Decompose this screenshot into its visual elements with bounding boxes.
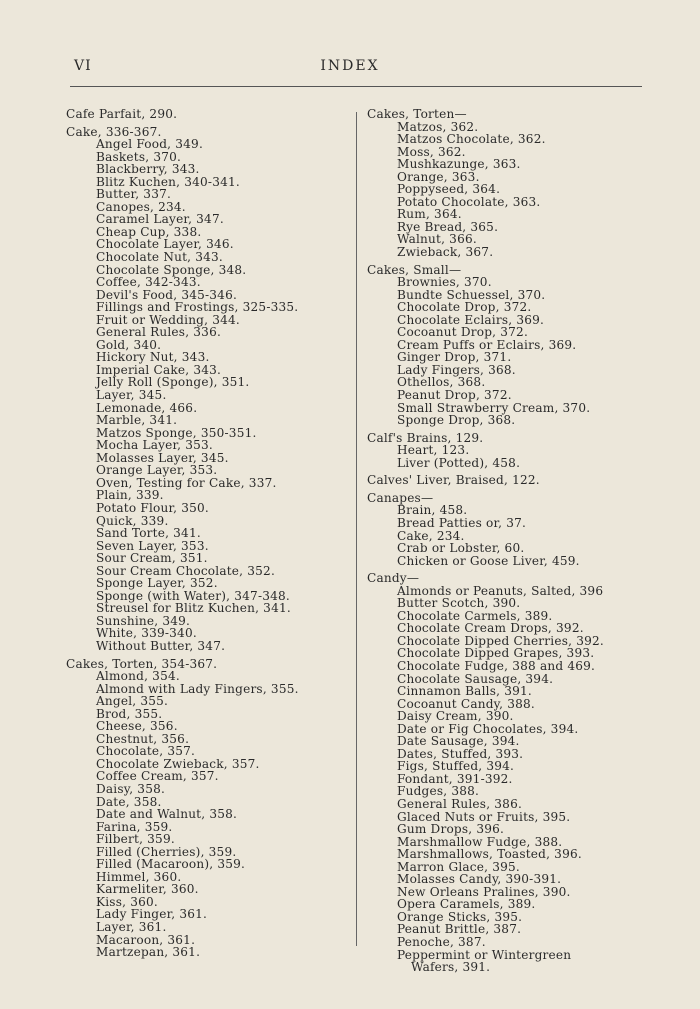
index-subentry: Orange Layer, 353. bbox=[96, 463, 218, 478]
index-heading: Cakes, Torten— bbox=[367, 107, 467, 121]
index-subentry: Walnut, 366. bbox=[397, 232, 477, 247]
index-subentry: Sunshine, 349. bbox=[96, 613, 191, 628]
index-subentry: Mushkazunge, 363. bbox=[397, 157, 521, 172]
index-subentry: Chocolate Eclairs, 369. bbox=[397, 312, 545, 327]
index-subentry: Fillings and Frostings, 325-335. bbox=[96, 300, 299, 315]
index-subentry: Cream Puffs or Eclairs, 369. bbox=[397, 337, 577, 352]
index-subentry: Filled (Macaroon), 359. bbox=[96, 857, 246, 872]
column-divider bbox=[356, 112, 357, 946]
index-subentry: Oven, Testing for Cake, 337. bbox=[96, 475, 277, 490]
index-subentry: Chocolate, 357. bbox=[96, 744, 196, 759]
index-subentry: Molasses Candy, 390-391. bbox=[397, 872, 562, 887]
index-subentry: Quick, 339. bbox=[96, 513, 169, 528]
index-column-right bbox=[367, 108, 650, 974]
index-subentry: Chocolate Zwieback, 357. bbox=[96, 756, 260, 771]
index-subentry: Brod, 355. bbox=[96, 706, 163, 721]
index-subentry: Without Butter, 347. bbox=[96, 638, 226, 653]
index-subentry: Chicken or Goose Liver, 459. bbox=[397, 553, 580, 568]
index-subentry: Molasses Layer, 345. bbox=[96, 450, 229, 465]
index-subentry: Seven Layer, 353. bbox=[96, 538, 209, 553]
index-subentry: Hickory Nut, 343. bbox=[96, 350, 210, 365]
index-subentry: Figs, Stuffed, 394. bbox=[397, 759, 515, 774]
index-subentry: Poppyseed, 364. bbox=[397, 182, 501, 197]
index-subentry: Penoche, 387. bbox=[397, 935, 486, 949]
index-subentry: Lady Fingers, 368. bbox=[397, 362, 516, 377]
index-subentry: Butter, 337. bbox=[96, 187, 172, 202]
index-heading: Cakes, Torten, 354-367. bbox=[66, 656, 218, 671]
index-subentry: Ginger Drop, 371. bbox=[397, 350, 512, 365]
index-subentry: Sour Cream, 351. bbox=[96, 551, 208, 566]
index-subentry: Cake, 234. bbox=[397, 528, 465, 543]
index-subentry: Chocolate Dipped Grapes, 393. bbox=[397, 646, 595, 661]
index-subentry: Blitz Kuchen, 340-341. bbox=[96, 174, 240, 189]
index-subentry: Streusel for Blitz Kuchen, 341. bbox=[96, 601, 291, 616]
index-subentry: Liver (Potted), 458. bbox=[397, 455, 521, 470]
index-heading: Calves' Liver, Braised, 122. bbox=[367, 473, 540, 488]
index-subentry: Marble, 341. bbox=[96, 413, 178, 428]
index-subentry: Chocolate Nut, 343. bbox=[96, 250, 223, 265]
index-subentry: Kiss, 360. bbox=[96, 894, 158, 909]
index-subentry: Wafers, 391. bbox=[411, 960, 491, 975]
index-subentry: Daisy, 358. bbox=[96, 781, 166, 796]
index-subentry: Crab or Lobster, 60. bbox=[397, 541, 525, 556]
index-subentry: Chocolate Cream Drops, 392. bbox=[397, 621, 584, 636]
index-subentry: Orange Sticks, 395. bbox=[397, 909, 523, 924]
index-heading: Cake, 336-367. bbox=[66, 124, 162, 139]
index-subentry: Zwieback, 367. bbox=[397, 245, 494, 260]
index-subentry: Peanut Drop, 372. bbox=[397, 388, 512, 403]
index-subentry: Chocolate Layer, 346. bbox=[96, 237, 234, 252]
index-subentry: Butter Scotch, 390. bbox=[397, 596, 521, 611]
header-rule bbox=[70, 86, 642, 87]
index-subentry: Layer, 345. bbox=[96, 388, 167, 403]
index-heading: Cakes, Small— bbox=[367, 262, 462, 277]
index-subentry: Potato Flour, 350. bbox=[96, 500, 209, 515]
index-subentry: Almonds or Peanuts, Salted, 396 bbox=[397, 583, 604, 598]
index-subentry: Lemonade, 466. bbox=[96, 400, 198, 415]
index-subentry: Othellos, 368. bbox=[397, 375, 486, 390]
index-subentry: Sour Cream Chocolate, 352. bbox=[96, 563, 275, 578]
index-subentry: Brain, 458. bbox=[397, 503, 468, 518]
index-subentry: Chestnut, 356. bbox=[96, 731, 190, 746]
index-subentry: Sponge Layer, 352. bbox=[96, 576, 218, 591]
page-title: INDEX bbox=[320, 58, 380, 74]
index-subentry: Lady Finger, 361. bbox=[96, 907, 208, 922]
index-subentry: White, 339-340. bbox=[96, 626, 197, 641]
index-subentry: Chocolate Sponge, 348. bbox=[96, 262, 247, 277]
index-subentry: Rum, 364. bbox=[397, 207, 462, 222]
index-subentry: Small Strawberry Cream, 370. bbox=[397, 400, 591, 415]
index-subentry: Jelly Roll (Sponge), 351. bbox=[96, 375, 250, 390]
index-subentry: Almond, 354. bbox=[96, 669, 180, 684]
index-heading: Cafe Parfait, 290. bbox=[66, 107, 178, 121]
index-subentry: Marshmallow Fudge, 388. bbox=[397, 834, 563, 849]
index-subentry: Mocha Layer, 353. bbox=[96, 438, 213, 453]
index-subentry: Cinnamon Balls, 391. bbox=[397, 684, 532, 699]
index-subentry: Baskets, 370. bbox=[96, 149, 182, 164]
index-subentry: Heart, 123. bbox=[397, 443, 470, 458]
index-column-left bbox=[66, 108, 351, 959]
index-subentry: Date and Walnut, 358. bbox=[96, 807, 238, 822]
index-subentry: Fondant, 391-392. bbox=[397, 771, 513, 786]
index-subentry: Filled (Cherries), 359. bbox=[96, 844, 237, 859]
index-subentry: Cheap Cup, 338. bbox=[96, 224, 202, 239]
index-subentry: Orange, 363. bbox=[397, 169, 480, 184]
index-subentry: Matzos, 362. bbox=[397, 119, 479, 134]
index-subentry: Chocolate Dipped Cherries, 392. bbox=[397, 633, 604, 648]
index-subentry: Gum Drops, 396. bbox=[397, 822, 505, 837]
index-heading: Calf's Brains, 129. bbox=[367, 430, 484, 445]
index-subentry: Imperial Cake, 343. bbox=[96, 362, 222, 377]
index-subentry: General Rules, 336. bbox=[96, 325, 222, 340]
index-subentry: Date, 358. bbox=[96, 794, 162, 809]
index-heading: Canapes— bbox=[367, 490, 434, 505]
index-subentry: Glaced Nuts or Fruits, 395. bbox=[397, 809, 571, 824]
index-subentry: New Orleans Pralines, 390. bbox=[397, 884, 571, 899]
index-subentry: Devil's Food, 345-346. bbox=[96, 287, 238, 302]
index-subentry: Almond with Lady Fingers, 355. bbox=[96, 681, 299, 696]
index-subentry: Marron Glace, 395. bbox=[397, 859, 520, 874]
index-subentry: Marshmallows, Toasted, 396. bbox=[397, 847, 582, 862]
index-subentry: Bundte Schuessel, 370. bbox=[397, 287, 546, 302]
index-subentry: Sponge (with Water), 347-348. bbox=[96, 588, 290, 603]
index-subentry: Brownies, 370. bbox=[397, 275, 492, 290]
index-subentry: Fudges, 388. bbox=[397, 784, 480, 799]
index-subentry: Chocolate Carmels, 389. bbox=[397, 608, 553, 623]
index-subentry: Blackberry, 343. bbox=[96, 162, 200, 177]
index-subentry: Opera Caramels, 389. bbox=[397, 897, 536, 912]
index-subentry: Coffee, 342-343. bbox=[96, 275, 201, 290]
index-subentry: Angel Food, 349. bbox=[96, 137, 203, 152]
index-subentry: Canopes, 234. bbox=[96, 199, 186, 214]
index-subentry: Bread Patties or, 37. bbox=[397, 515, 527, 530]
index-subentry: Date Sausage, 394. bbox=[397, 734, 520, 749]
index-subentry: Plain, 339. bbox=[96, 488, 164, 503]
index-subentry: Chocolate Sausage, 394. bbox=[397, 671, 554, 686]
index-subentry: Date or Fig Chocolates, 394. bbox=[397, 721, 579, 736]
index-heading: Candy— bbox=[367, 571, 420, 586]
index-subentry: Matzos Chocolate, 362. bbox=[397, 132, 546, 147]
index-subentry: Sponge Drop, 368. bbox=[397, 413, 516, 428]
index-subentry: Himmel, 360. bbox=[96, 869, 182, 884]
index-subentry: Cocoanut Candy, 388. bbox=[397, 696, 535, 711]
index-subentry: Caramel Layer, 347. bbox=[96, 212, 224, 227]
index-subentry: Daisy Cream, 390. bbox=[397, 709, 514, 724]
index-subentry: Moss, 362. bbox=[397, 144, 466, 159]
index-subentry: Matzos Sponge, 350-351. bbox=[96, 425, 257, 440]
index-subentry: Macaroon, 361. bbox=[96, 932, 196, 947]
index-subentry: Sand Torte, 341. bbox=[96, 526, 201, 541]
index-subentry: Angel, 355. bbox=[96, 694, 169, 709]
index-subentry: Potato Chocolate, 363. bbox=[397, 194, 541, 209]
index-subentry: Cheese, 356. bbox=[96, 719, 178, 734]
index-subentry: Dates, Stuffed, 393. bbox=[397, 746, 524, 761]
index-subentry: Chocolate Drop, 372. bbox=[397, 300, 532, 315]
index-subentry: Coffee Cream, 357. bbox=[96, 769, 219, 784]
index-subentry: Fruit or Wedding, 344. bbox=[96, 312, 240, 327]
index-subentry: General Rules, 386. bbox=[397, 796, 523, 811]
index-subentry: Peanut Brittle, 387. bbox=[397, 922, 522, 937]
index-subentry: Peppermint or Wintergreen bbox=[397, 947, 572, 962]
index-subentry: Chocolate Fudge, 388 and 469. bbox=[397, 658, 596, 673]
page-number: VI bbox=[74, 58, 92, 74]
index-subentry: Filbert, 359. bbox=[96, 832, 175, 847]
index-subentry: Gold, 340. bbox=[96, 337, 162, 352]
index-subentry: Cocoanut Drop, 372. bbox=[397, 325, 528, 340]
index-subentry: Layer, 361. bbox=[96, 920, 167, 934]
index-subentry: Farina, 359. bbox=[96, 819, 173, 834]
index-subentry: Karmeliter, 360. bbox=[96, 882, 199, 897]
index-subentry: Rye Bread, 365. bbox=[397, 219, 499, 234]
index-subentry: Martzepan, 361. bbox=[96, 945, 201, 960]
